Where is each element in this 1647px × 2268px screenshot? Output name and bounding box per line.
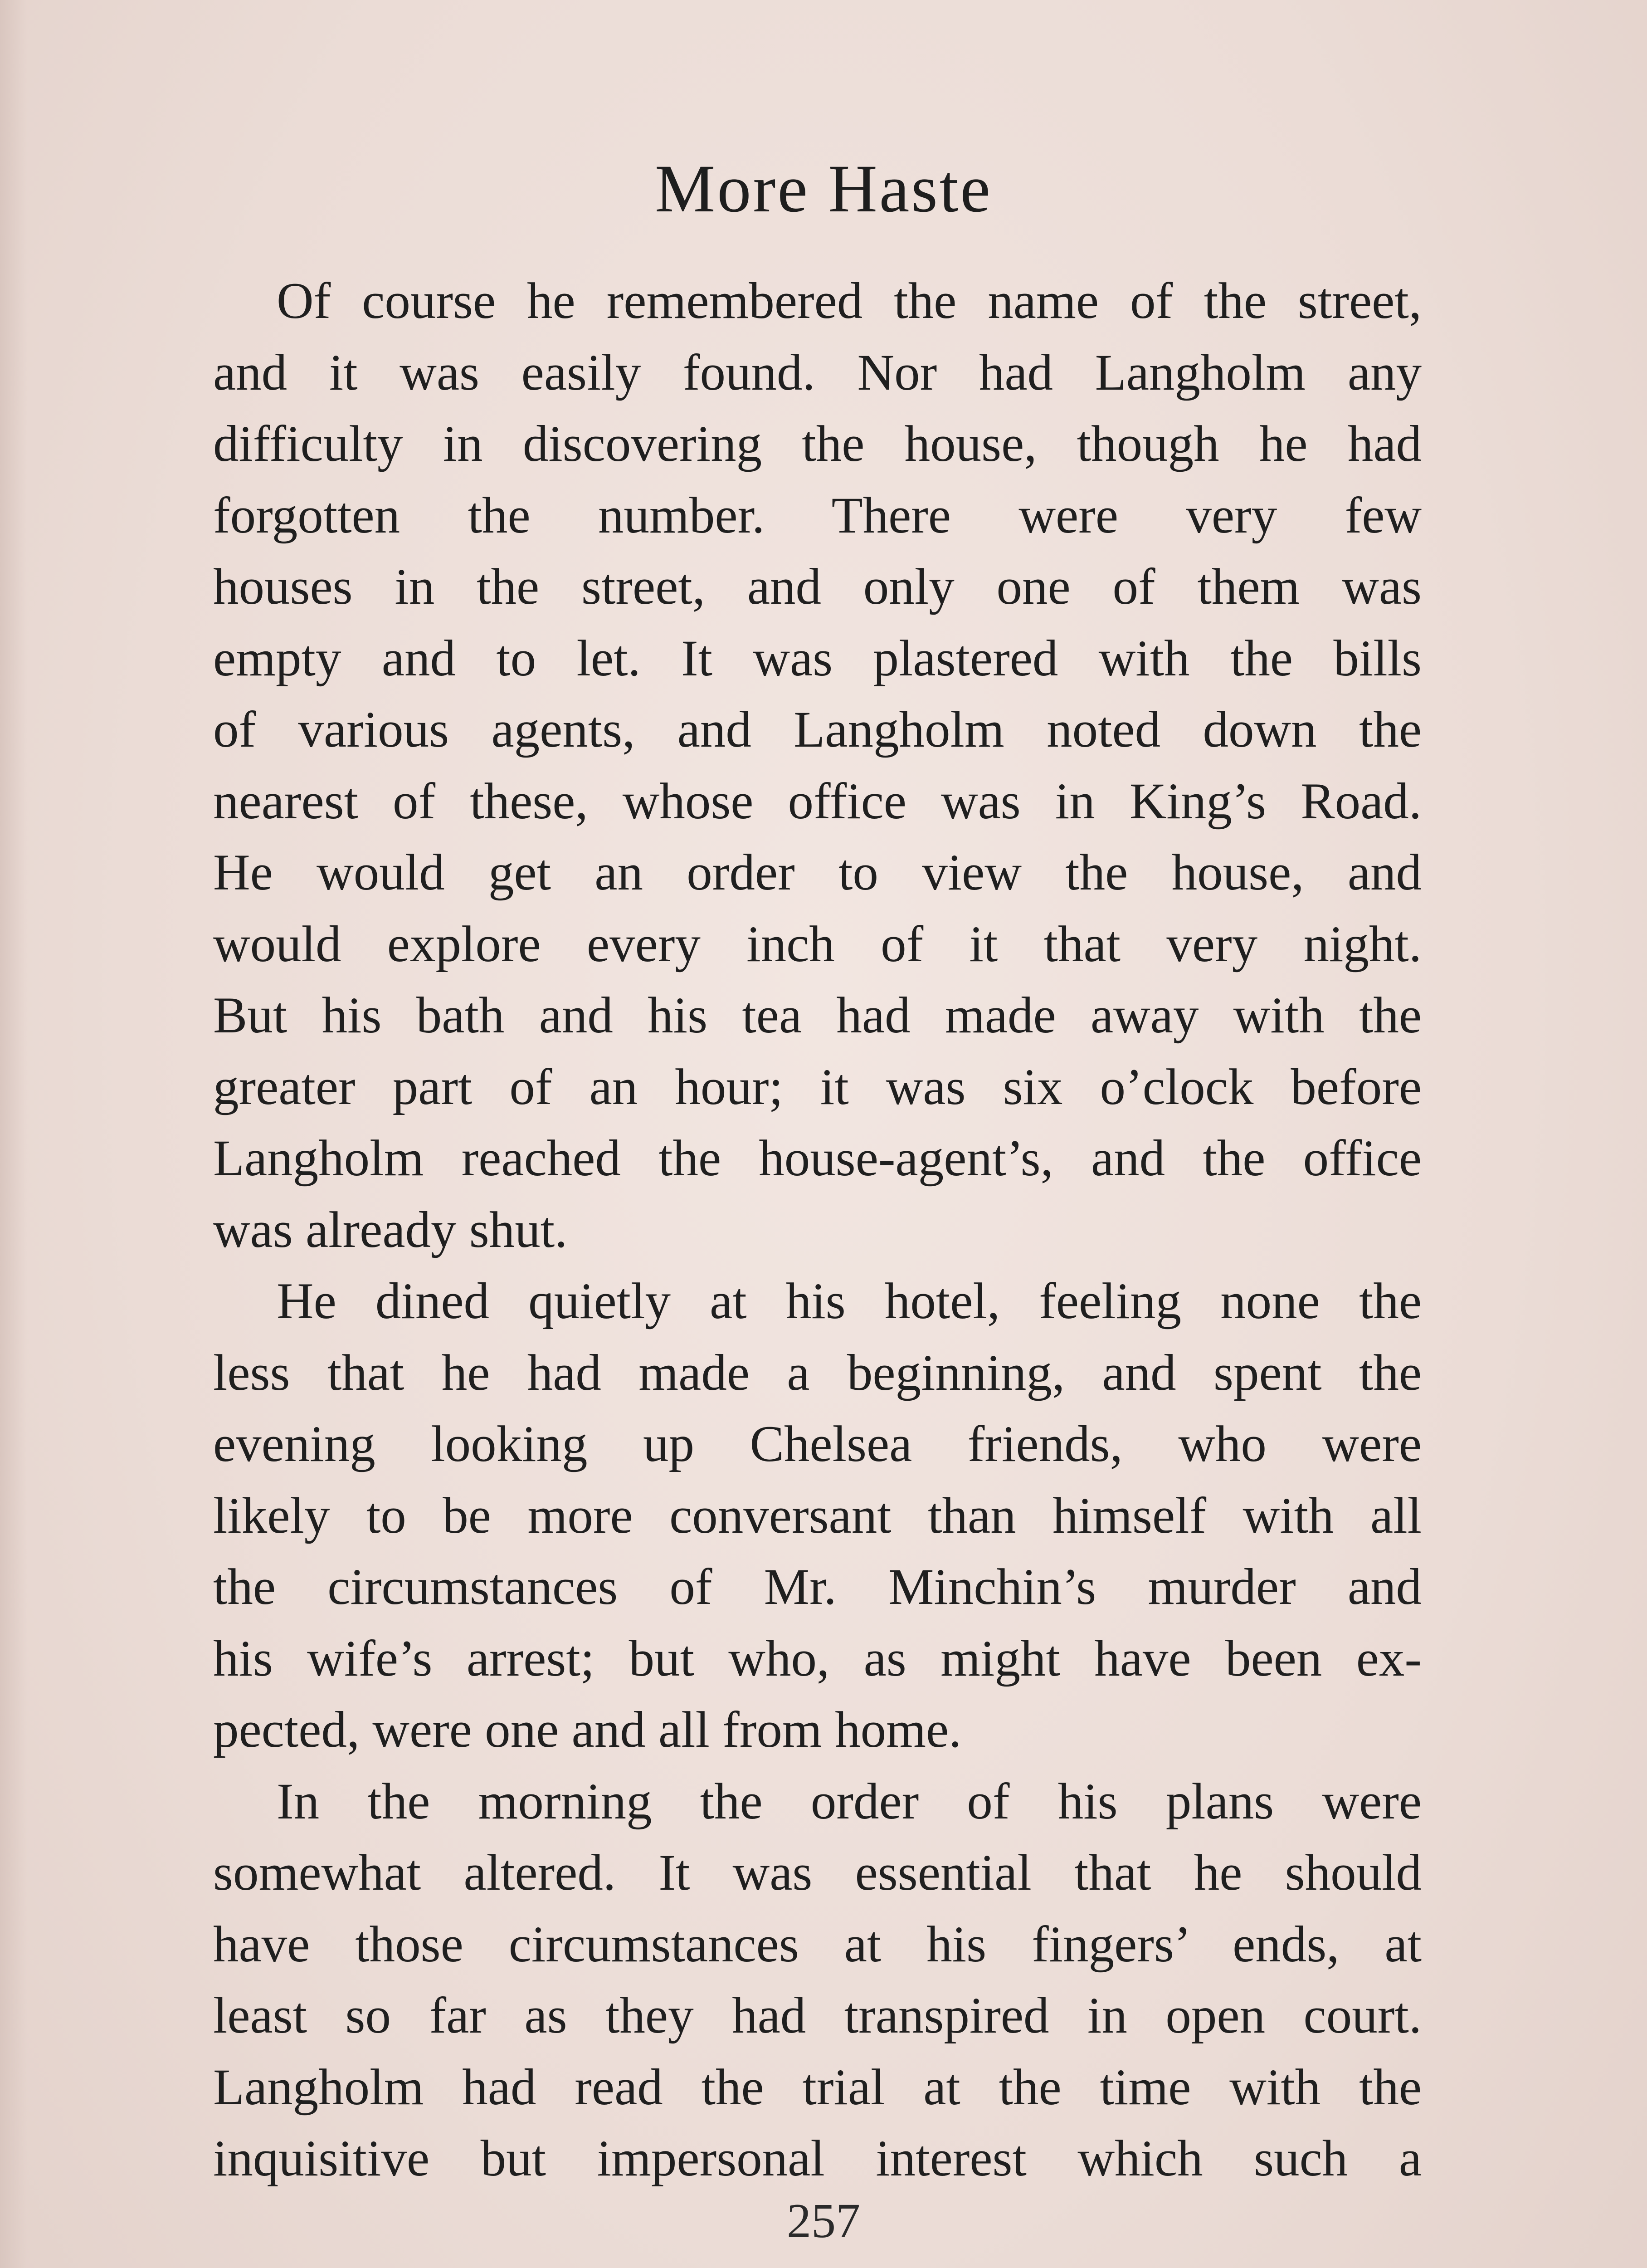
text-line: and it was easily found. Nor had Langholm any	[213, 344, 1422, 401]
text-line: was already shut.	[213, 1201, 568, 1258]
body-text	[213, 265, 1422, 2195]
text-line: He dined quietly at his hotel, feeling none the	[277, 1273, 1422, 1330]
text-line: less that he had made a beginning, and spent the	[213, 1344, 1422, 1401]
text-line: the circumstances of Mr. Minchin’s murder and	[213, 1559, 1422, 1615]
text-line: houses in the street, and only one of them was	[213, 558, 1422, 615]
page-edge-shadow	[0, 0, 27, 2268]
text-line: Langholm had read the trial at the time with the	[213, 2058, 1422, 2116]
text-line: his wife’s arrest; but who, as might have been ex-	[213, 1630, 1422, 1687]
text-line: forgotten the number. There were very few	[213, 487, 1422, 544]
text-line: least so far as they had transpired in open court.	[213, 1987, 1422, 2044]
text-line: would explore every inch of it that very night.	[213, 915, 1422, 973]
page-number: 257	[787, 2194, 860, 2248]
text-line: empty and to let. It was plastered with the bills	[213, 630, 1422, 687]
text-line: somewhat altered. It was essential that he should	[213, 1844, 1422, 1901]
text-line: Of course he remembered the name of the street,	[277, 273, 1422, 329]
text-line: greater part of an hour; it was six o’clock before	[213, 1058, 1422, 1115]
text-line: likely to be more conversant than himself with all	[213, 1487, 1422, 1544]
text-line: have those circumstances at his fingers’ ends, at	[213, 1916, 1422, 1973]
text-line: Langholm reached the house-agent’s, and the office	[213, 1130, 1422, 1187]
text-line: nearest of these, whose office was in King’s Road.	[213, 772, 1422, 830]
text-line: In the morning the order of his plans were	[277, 1773, 1422, 1830]
text-line: He would get an order to view the house, and	[213, 844, 1422, 901]
text-line: evening looking up Chelsea friends, who were	[213, 1416, 1422, 1472]
text-line: pected, were one and all from home.	[213, 1701, 962, 1758]
running-header: More Haste	[655, 151, 992, 226]
text-line: difficulty in discovering the house, though he had	[213, 415, 1422, 472]
text-line: of various agents, and Langholm noted down the	[213, 701, 1422, 758]
text-line: inquisitive but impersonal interest which such a	[213, 2130, 1422, 2187]
text-line: But his bath and his tea had made away with the	[213, 987, 1422, 1044]
